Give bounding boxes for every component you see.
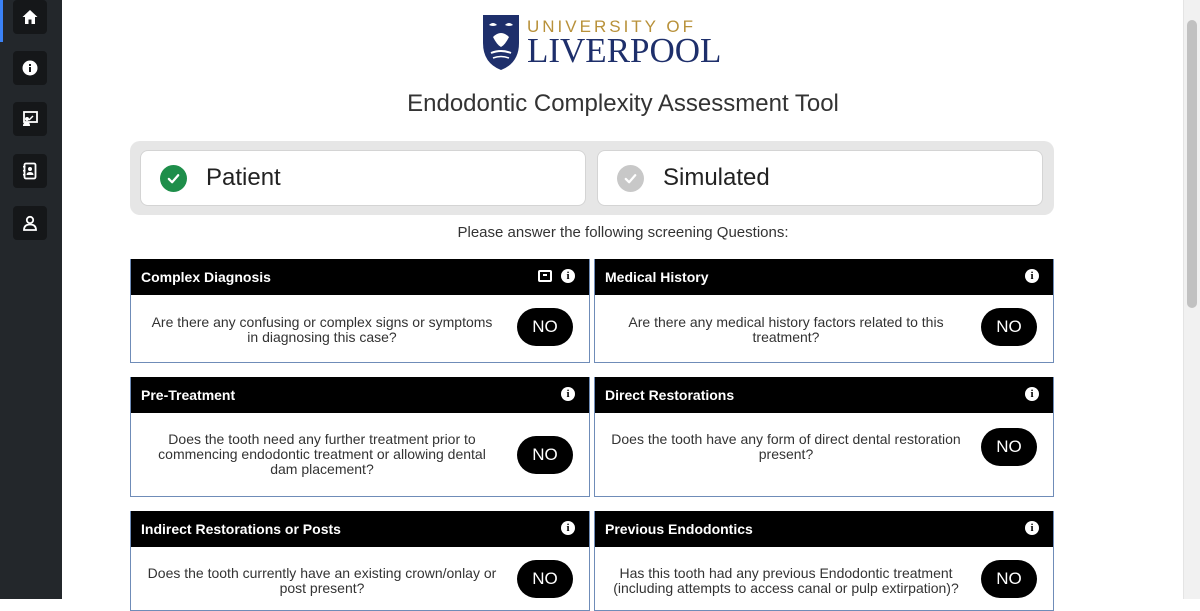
answer-toggle-button[interactable]: NO (981, 428, 1037, 466)
mode-selector (130, 141, 1054, 215)
info-icon[interactable]: i (1025, 521, 1039, 535)
question-header (131, 259, 589, 295)
info-icon (21, 59, 39, 77)
question-title: Previous Endodontics (605, 521, 753, 537)
crest-icon (481, 13, 521, 71)
question-title: Direct Restorations (605, 387, 735, 403)
question-header (595, 259, 1053, 295)
answer-toggle-button[interactable]: NO (981, 308, 1037, 346)
info-icon[interactable]: i (1025, 387, 1039, 401)
question-title: Complex Diagnosis (141, 269, 271, 285)
active-indicator (0, 0, 3, 42)
check-circle-icon (617, 165, 644, 192)
page-title: Endodontic Complexity Assessment Tool (407, 90, 839, 117)
question-card-complex-diagnosis (130, 259, 590, 363)
question-card-pre-treatment (130, 377, 590, 497)
question-text: Does the tooth currently have an existing crown/onlay or post present? (147, 565, 497, 596)
info-icon[interactable]: i (561, 387, 575, 401)
question-text: Are there any medical history factors related to this treatment? (628, 314, 944, 345)
logo-text-bottom: LIVERPOOL (527, 31, 722, 70)
question-title: Indirect Restorations or Posts (141, 521, 341, 537)
sidebar-item-info[interactable] (13, 51, 47, 85)
instructions-text: Please answer the following screening Questions: (457, 224, 789, 241)
question-text: Does the tooth need any further treatment prior to commencing endodontic treatment or allowing dental dam placement? (158, 431, 486, 477)
archive-icon[interactable] (538, 270, 552, 282)
question-header (595, 377, 1053, 413)
sidebar-item-profile[interactable] (13, 206, 47, 240)
question-card-medical-history (594, 259, 1054, 363)
mode-option-simulated[interactable] (597, 150, 1043, 206)
question-header (595, 511, 1053, 547)
question-header (131, 377, 589, 413)
scrollbar-thumb[interactable] (1187, 20, 1197, 308)
user-icon (21, 214, 39, 232)
contacts-book-icon (21, 162, 39, 180)
question-title: Medical History (605, 269, 709, 285)
page-scrollbar[interactable] (1183, 0, 1200, 599)
mode-label: Patient (206, 164, 281, 191)
info-icon[interactable]: i (561, 521, 575, 535)
question-header (131, 511, 589, 547)
question-card-indirect-restorations (130, 511, 590, 611)
answer-toggle-button[interactable]: NO (981, 560, 1037, 598)
logo-text-top: UNIVERSITY OF (527, 17, 697, 36)
home-icon (21, 8, 39, 26)
question-title: Pre-Treatment (141, 387, 236, 403)
question-card-previous-endodontics (594, 511, 1054, 611)
question-text: Has this tooth had any previous Endodontic treatment (including attempts to access canal or pulp extirpation)? (613, 565, 959, 596)
question-text: Are there any confusing or complex signs or symptoms in diagnosing this case? (151, 314, 493, 345)
university-logo (481, 13, 721, 73)
mode-option-patient[interactable] (140, 150, 586, 206)
check-circle-icon (160, 165, 187, 192)
sidebar-item-contacts[interactable] (13, 154, 47, 188)
answer-toggle-button[interactable]: NO (517, 560, 573, 598)
answer-toggle-button[interactable]: NO (517, 308, 573, 346)
question-text: Does the tooth have any form of direct dental restoration present? (611, 431, 961, 462)
mode-label: Simulated (663, 164, 770, 191)
info-icon[interactable]: i (561, 269, 575, 283)
info-icon[interactable]: i (1025, 269, 1039, 283)
question-card-direct-restorations (594, 377, 1054, 497)
answer-toggle-button[interactable]: NO (517, 436, 573, 474)
sidebar-item-home[interactable] (13, 0, 47, 34)
